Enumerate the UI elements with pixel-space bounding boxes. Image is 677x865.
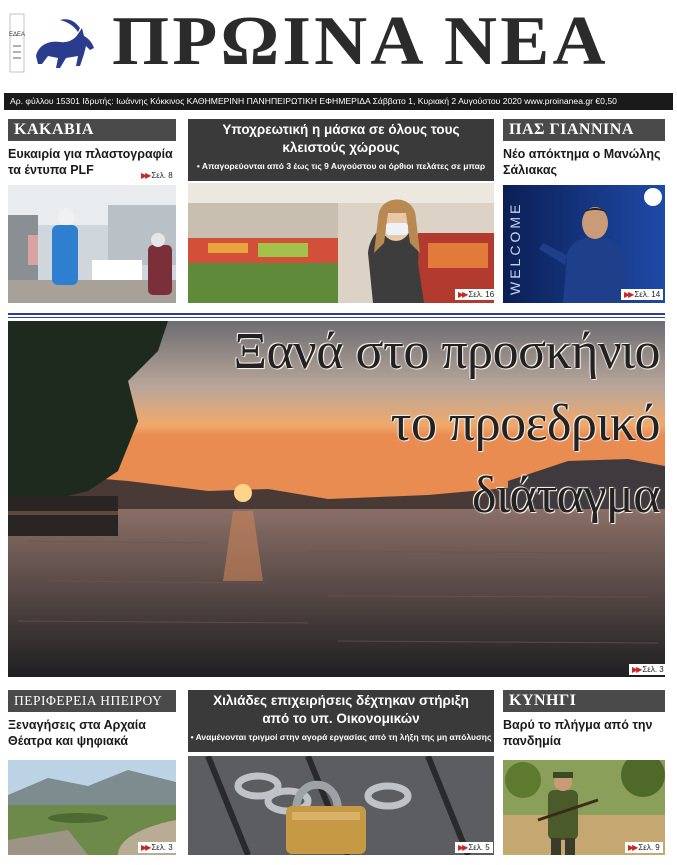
- section-header-hunting: ΚΥΝΗΓΙ: [503, 690, 665, 712]
- arrow-icon: ▶▶: [458, 843, 467, 852]
- photo-padlock-chain: [188, 756, 494, 855]
- masthead-title: ΠΡΩΙΝΑ ΝΕΑ: [112, 3, 609, 80]
- main-headline-line-2: το προεδρικό: [390, 395, 660, 452]
- photo-kakavia-border-medics: [8, 185, 176, 303]
- teaser-kakavia[interactable]: Ευκαιρία για πλαστογραφία τα έντυπα PLF: [8, 147, 173, 177]
- teaser-hunting[interactable]: Βαρύ το πλήγμα από την πανδημία: [503, 718, 653, 748]
- photo-welcome-text: WELCOME: [507, 201, 523, 295]
- headline-support: Χιλιάδες επιχειρήσεις δέχτηκαν στήριξη από το υπ. Οικονομικών: [213, 693, 469, 726]
- photo-hunter: [503, 760, 665, 855]
- subline-support: • Αναμένονται τριγμοί στην αγορά εργασίας από τη λήξη της μη απόλυσης: [190, 732, 492, 742]
- blue-divider-top-thin: [8, 317, 665, 318]
- lead-story-mask-box[interactable]: [188, 119, 494, 181]
- page-ref-hunting[interactable]: ▶▶ Σελ. 9: [625, 842, 663, 853]
- arrow-icon: ▶▶: [628, 843, 637, 852]
- page-ref-support[interactable]: ▶▶ Σελ. 5: [455, 842, 493, 853]
- section-header-periphery: ΠΕΡΙΦΕΡΕΙΑ ΗΠΕΙΡΟΥ: [8, 690, 176, 712]
- newspaper-logo: [8, 6, 108, 80]
- photo-ancient-theatre: [8, 760, 176, 855]
- page-ref-kakavia[interactable]: ▶▶ Σελ. 8: [138, 170, 176, 181]
- subline-mask: • Απαγορεύονται από 3 έως τις 9 Αυγούστου οι όρθιοι πελάτες σε μπαρ: [196, 161, 486, 171]
- page-ref-main[interactable]: ▶▶ Σελ. 3: [629, 664, 667, 675]
- issue-info-bar: Αρ. φύλλου 15301 Ιδρυτής: Ιωάννης Κόκκινος ΚΑΘΗΜΕΡΙΝΗ ΠΑΝΗΠΕΙΡΩΤΙΚΗ ΕΦΗΜΕΡΙΔΑ Σάββατο 1, Κυριακή 2 Αυγούστου 2020 www.proinanea.gr €0,50: [4, 93, 673, 110]
- main-headline-line-3: διάταγμα: [472, 467, 660, 524]
- section-header-pas-giannina: ΠΑΣ ΓΙΑΝΝΙΝΑ: [503, 119, 665, 141]
- story-support-box[interactable]: [188, 690, 494, 752]
- teaser-theatres[interactable]: Ξεναγήσεις στα Αρχαία Θέατρα και ψηφιακά: [8, 718, 146, 748]
- arrow-icon: ▶▶: [141, 843, 150, 852]
- photo-supermarket-mask: [188, 183, 494, 303]
- svg-text:ΕΔΕΑ: ΕΔΕΑ: [8, 32, 26, 38]
- page-ref-theatres[interactable]: ▶▶ Σελ. 3: [138, 842, 176, 853]
- page-ref-mask[interactable]: ▶▶ Σελ. 16: [455, 289, 497, 300]
- arrow-icon: ▶▶: [141, 171, 150, 180]
- blue-divider-top: [8, 313, 665, 315]
- arrow-icon: ▶▶: [458, 290, 467, 299]
- headline-mask: Υποχρεωτική η μάσκα σε όλους τους κλειστούς χώρους: [222, 122, 460, 155]
- teaser-pas-giannina[interactable]: Νέο απόκτημα ο Μανώλης Σάλιακας: [503, 147, 661, 177]
- photo-football-player: [503, 185, 665, 303]
- main-headline-line-1: Ξανά στο προσκήνιο: [233, 323, 660, 380]
- arrow-icon: ▶▶: [624, 290, 633, 299]
- main-headline[interactable]: [120, 322, 660, 526]
- arrow-icon: ▶▶: [632, 665, 641, 674]
- goat-logo-icon: [8, 6, 108, 80]
- section-header-kakavia: ΚΑΚΑΒΙΑ: [8, 119, 176, 141]
- page-ref-pas[interactable]: ▶▶ Σελ. 14: [621, 289, 663, 300]
